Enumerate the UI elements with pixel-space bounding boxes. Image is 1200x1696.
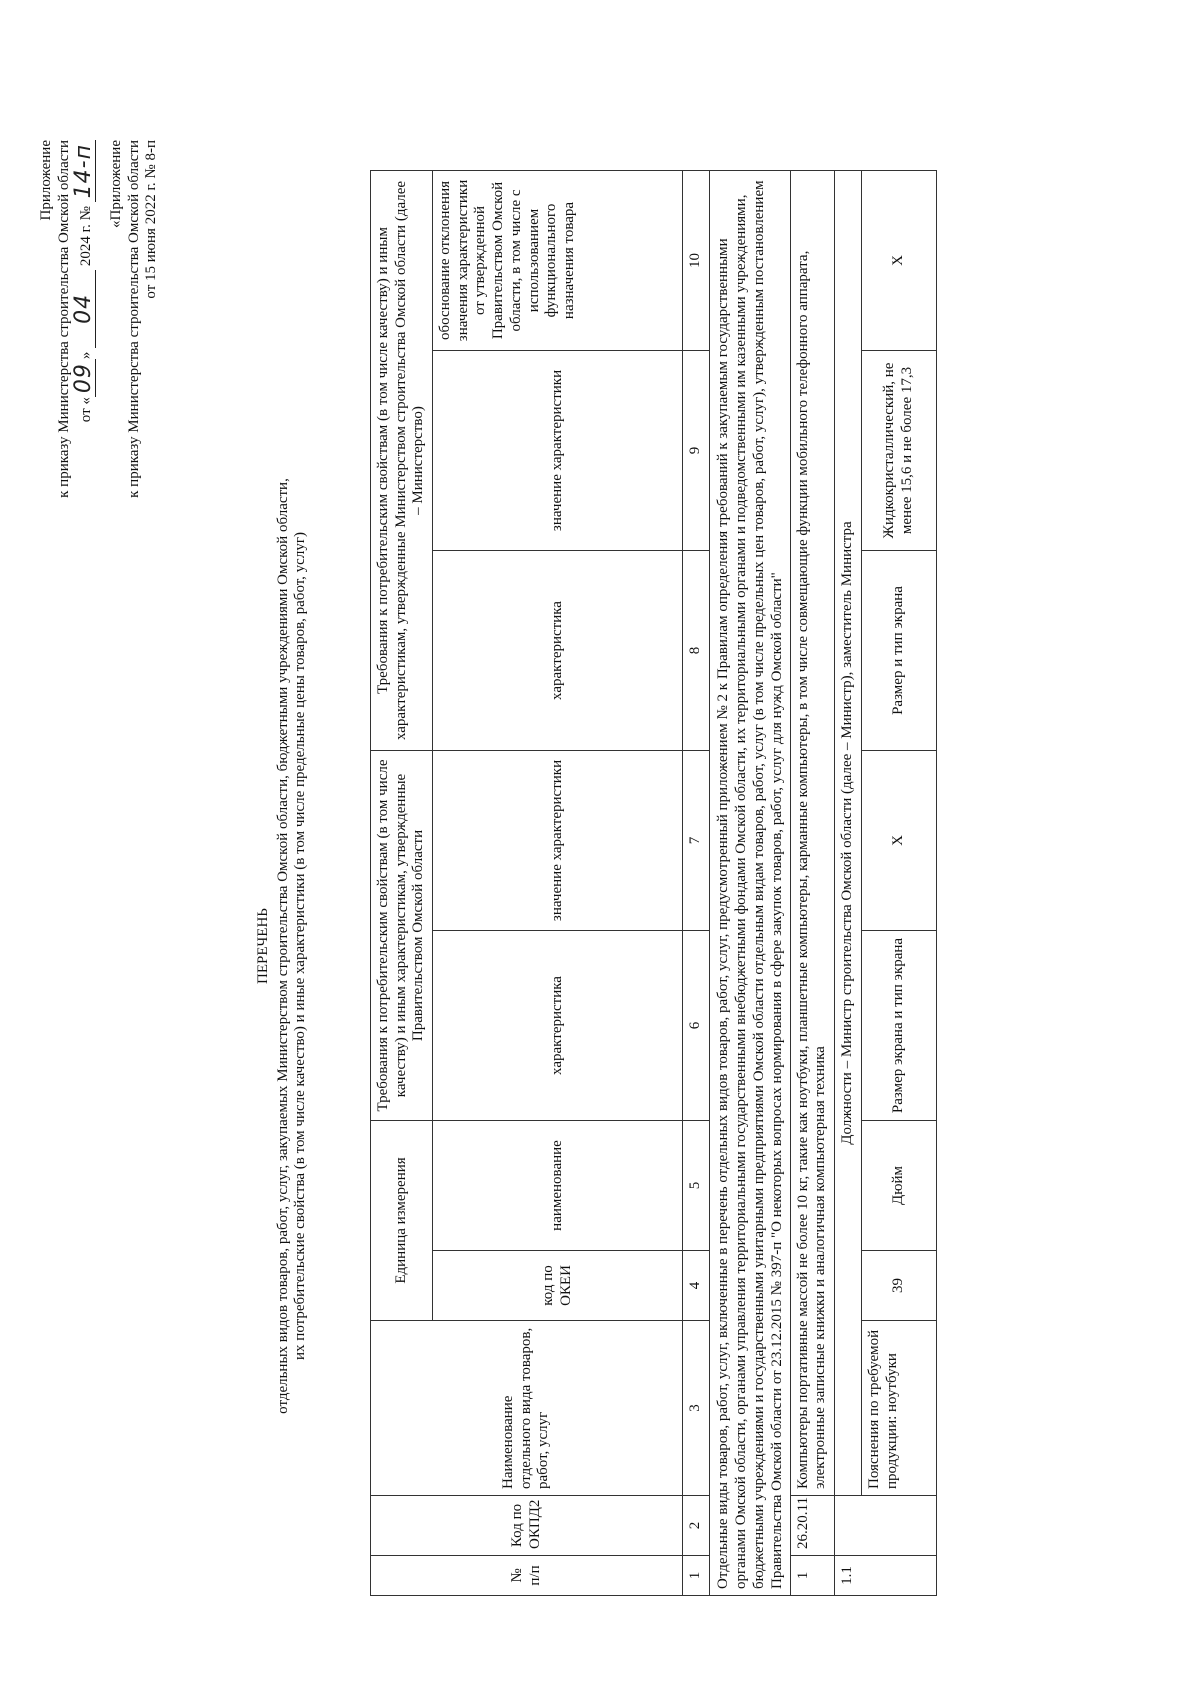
appendix-label: Приложение (38, 140, 54, 221)
row-okei-code: 39 (861, 1251, 936, 1321)
header-min-characteristic: характеристика (433, 550, 683, 750)
col-number: 5 (683, 1120, 710, 1250)
col-number: 6 (683, 930, 710, 1120)
col-number: 8 (683, 550, 710, 750)
row-unit-name: Дюйм (861, 1120, 936, 1250)
header-gov-value: значение характеристики (433, 750, 683, 930)
header-number: № п/п (371, 1556, 683, 1596)
title-block (255, 376, 310, 1516)
row-positions: Должности – Министр строительства Омской области (далее – Министр), заместитель Министра (835, 170, 862, 1495)
handwritten-day: 09 (73, 359, 96, 397)
header-min-justification: обоснование отклонения значения характеристики от утвержденной Правительством Омской области, в том числе с использованием функционального назначения товара (433, 170, 683, 350)
handwritten-month: 04 (73, 270, 96, 348)
title-line-2: их потребительские свойства (в том числе качество) и иные характеристики (в том числе предельные цены товаров, работ, услуг) (292, 532, 309, 1360)
col-number: 9 (683, 350, 710, 550)
table-row-1-1-details (861, 170, 936, 1595)
col-number: 7 (683, 750, 710, 930)
column-number-row (683, 170, 710, 1595)
appendix-order-ref: к приказу Министерства строительства Омской области (55, 140, 72, 498)
row-min-value: Жидкокристаллический, не менее 15,6 и не более 17,3 (861, 350, 936, 550)
title-line-1: отдельных видов товаров, работ, услуг, закупаемых Министерством строительства Омской области, бюджетными учреждениями Омской области, (274, 478, 291, 1414)
header-okei-code: код по ОКЕИ (433, 1251, 683, 1321)
explanatory-note-row (709, 170, 790, 1595)
header-okpd-code: Код по ОКПД2 (371, 1496, 683, 1556)
handwritten-number: 14-п (73, 140, 96, 202)
header-unit-name: наименование (433, 1120, 683, 1250)
header-government-requirements: Требования к потребительским свойствам (в том числе качеству) и иным характеристикам, утвержденные Правительством Омской области (371, 750, 433, 1120)
header-min-value: значение характеристики (433, 350, 683, 550)
row-min-characteristic: Размер и тип экрана (861, 550, 936, 750)
row-okpd-code-empty (835, 1496, 937, 1556)
row-okpd-code: 26.20.11 (790, 1496, 834, 1556)
row-min-justification: Х (861, 170, 936, 350)
appendix-header (38, 140, 96, 498)
col-number: 2 (683, 1496, 710, 1556)
row-gov-value: Х (861, 750, 936, 930)
header-product-name: Наименование отдельного вида товаров, работ, услуг (371, 1321, 683, 1496)
original-order-date: от 15 июня 2022 г. № 8-п (143, 140, 160, 299)
header-gov-characteristic: характеристика (433, 930, 683, 1120)
page-title: ПЕРЕЧЕНЬ (255, 908, 271, 984)
original-appendix-header (108, 140, 161, 498)
header-row-1 (371, 170, 433, 1595)
table-row-1-1-position (835, 170, 862, 1595)
row-product-name: Пояснения по требуемой продукции: ноутбуки (861, 1321, 936, 1496)
col-number: 10 (683, 170, 710, 350)
explanatory-note: Отдельные виды товаров, работ, услуг, включенные в перечень отдельных видов товаров, работ, услуг, предусмотренный приложением № 2 к Правилам определения требований к закупаемым государственными органами Омской области, органами управления территориальными государственными внебюджетными фондами Омской области, их территориальными органами и подведомственными им казенными учреждениями, бюджетными учреждениями и государственными унитарными предприятиями Омской области отдельным видам товаров, работ, услуг (в том числе предельных цен товаров, работ, услуг), утвержденным постановлением Правительства Омской области от 23.12.2015 № 397-п "О некоторых вопросах нормирования в сфере закупок товаров, работ, услуг для нужд Омской области" (709, 170, 790, 1595)
appendix-date-line: от «09» 04 2024 г. № 14-п (73, 140, 96, 498)
row-gov-characteristic: Размер экрана и тип экрана (861, 930, 936, 1120)
row-number: 1.1 (835, 1556, 937, 1596)
col-number: 1 (683, 1556, 710, 1596)
row-product-group: Компьютеры портативные массой не более 10 кг, такие как ноутбуки, планшетные компьютеры, карманные компьютеры, в том числе совмещающие функции мобильного телефонного аппарата, электронные записные книжки и аналогичная компьютерная техника (790, 170, 834, 1495)
header-unit: Единица измерения (371, 1120, 433, 1320)
col-number: 4 (683, 1251, 710, 1321)
col-number: 3 (683, 1321, 710, 1496)
original-order-ref: к приказу Министерства строительства Омской области (125, 140, 142, 498)
row-number: 1 (790, 1556, 834, 1596)
header-ministry-requirements: Требования к потребительским свойствам (в том числе качеству) и иным характеристикам, утвержденные Министерством строительства Омской области (далее – Министерство) (371, 170, 433, 750)
original-appendix-label: «Приложение (108, 140, 124, 229)
goods-requirements-table (370, 170, 937, 1596)
table-row-1 (790, 170, 834, 1595)
